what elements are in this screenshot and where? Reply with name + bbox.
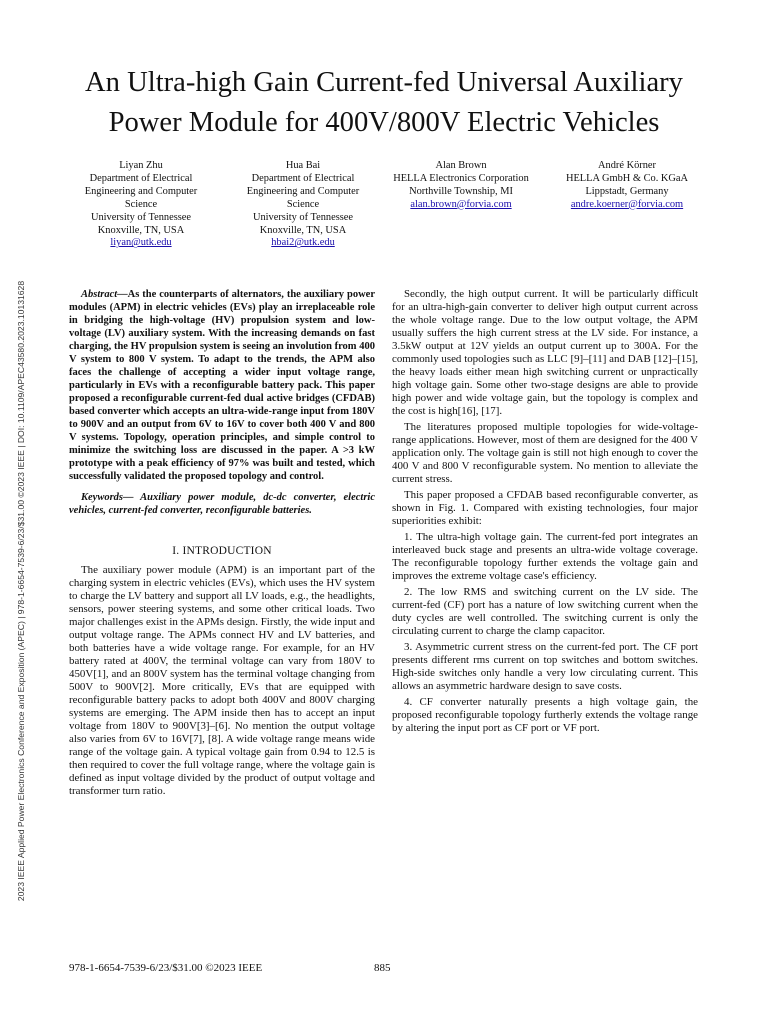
list-item: 3. Asymmetric current stress on the current-fed port. The CF port presents different rms current on top switches and bottom switches. High-side switches only handle a very low circulating current. This allows an asymmetric hardware design to save costs. [392, 641, 698, 692]
author-block-3 [386, 160, 536, 212]
body-paragraph: This paper proposed a CFDAB based reconfigurable converter, as shown in Fig. 1. Compared with existing technologies, four major superiorities exhibit: [392, 489, 698, 527]
paper-title [40, 63, 728, 143]
abstract-text: —As the counterparts of alternators, the auxiliary power modules (APM) in electric vehicles (EVs) play an irreplaceable role in bridging the high-voltage (HV) propulsion system and low-voltage (LV) auxiliary system. With the increasing demands on fast charging, the HV propulsion system is seeing an involution from 400 V system to 800 V system. To adapt to the trends, the APM also faces the challenge of accepting a wider input voltage range, particularly in EVs with a reconfigurable battery pack. This paper proposed a reconfigurable current-fed dual active bridges (CFDAB) based converter which accepts an ultra-wide-range input from 180V to 900V and an output from 6V to 16V to cover both 400 V and 800 V systems. Topology, operation principles, and simple control to minimize the switching loss are discussed in the paper. A >3 kW prototype with a peak efficiency of 97% was built and tested, which successfully validated the proposed topology and control. [69, 289, 375, 482]
footer-isbn: 978-1-6654-7539-6/23/$31.00 ©2023 IEEE [69, 962, 263, 974]
affiliation-line: Department of Electrical [251, 172, 355, 184]
right-column [392, 288, 698, 738]
ieee-copyright-sidebar [12, 256, 30, 926]
affiliation-line: Northville Township, MI [409, 185, 513, 197]
author-block-2 [228, 160, 378, 250]
left-column [69, 288, 375, 798]
author-email-link[interactable]: andre.koerner@forvia.com [570, 198, 684, 210]
title-line-2: Power Module for 400V/800V Electric Vehicles [108, 107, 660, 138]
abstract-label: Abstract [81, 289, 118, 300]
affiliation-line: Engineering and Computer [246, 185, 360, 197]
author-name: André Körner [598, 160, 656, 171]
affiliation-line: Lippstadt, Germany [585, 185, 669, 197]
list-item: 1. The ultra-high voltage gain. The current-fed port integrates an interleaved buck stage and presents an ultra-wide voltage coverage. The reconfigurable topology further extends the voltage gain and improves the extreme voltage case's efficiency. [392, 531, 698, 582]
body-paragraph: The auxiliary power module (APM) is an important part of the charging system in electric vehicles (EVs), which uses the HV system to charge the LV battery and support all LV loads, e.g., the headlights, sensors, power steering systems, and some other critical loads. Two major challenges exist in the APMs design. Firstly, the wide input and output voltage range. The APMs connect HV and LV batteries, and both batteries have a wide voltage range. For example, for an HV battery rated at 400V, the terminal voltage can vary from 180V to 450V[1], and an 800V system has the terminal voltage changing from 500V to 900V[2]. More critically, EVs that are equipped with reconfigurable battery packs to adopt both 400V and 800V charging systems are emerging. The APM inside then has to accept an input voltage from 180V to 900V[3]–[6]. No mention the output voltage also varies from 6V to 16V[7], [8]. A wide voltage range means wide range of the voltage gain. A typical voltage gain from 0.94 to 12.5 is then required to cover the full voltage range, where the voltage gain is defined as input voltage divided by the product of output voltage and transformer turn ratio. [69, 564, 375, 797]
abstract [69, 288, 375, 483]
page-number: 885 [374, 962, 391, 974]
keywords: Keywords— Auxiliary power module, dc-dc converter, electric vehicles, current-fed converter, reconfigurable batteries. [69, 492, 375, 516]
affiliation-line: Science [286, 198, 320, 210]
author-email-link[interactable]: alan.brown@forvia.com [410, 198, 512, 210]
list-item: 4. CF converter naturally presents a high voltage gain, the proposed reconfigurable topology furtherly extends the voltage range by altering the input port as CF port or VF port. [392, 696, 698, 734]
author-name: Alan Brown [435, 160, 487, 171]
body-paragraph: Secondly, the high output current. It will be particularly difficult for an ultra-high-gain converter to deliver high output current across the whole voltage range. Due to the low output voltage, the APM usually suffers the high current stress at the LV side. For instance, a 3.5kW output at 12V yields an output current up to 300A. For the commonly used topologies such as LLC [9]–[11] and DAB [12]–[15], the heavy loads either mean high switching current or unpractically high voltage gain. Some other two-stage designs are able to provide high power and wide voltage gain, but the topology is complex and the cost is high[16], [17]. [392, 288, 698, 417]
author-name: Liyan Zhu [119, 160, 163, 171]
body-paragraph: The literatures proposed multiple topologies for wide-voltage-range applications. However, most of them are designed for the 400 V application only. The voltage gain is still not high enough to cover the 400 V and 800 V reconfigurable system. No mention to alleviate the current stress. [392, 421, 698, 485]
affiliation-line: Department of Electrical [89, 172, 193, 184]
affiliation-line: Knoxville, TN, USA [97, 224, 185, 236]
affiliation-line: Knoxville, TN, USA [259, 224, 347, 236]
section-heading-introduction: I. INTRODUCTION [172, 545, 272, 557]
affiliation-line: HELLA Electronics Corporation [393, 172, 529, 184]
list-item: 2. The low RMS and switching current on the LV side. The current-fed (CF) port has a nature of low switching current when the duty cycles are well controlled. The switching current is only the circulating current to charge the clamp capacitor. [392, 586, 698, 637]
affiliation-line: University of Tennessee [90, 211, 192, 223]
author-name: Hua Bai [285, 160, 321, 171]
title-line-1: An Ultra-high Gain Current-fed Universal Auxiliary [85, 67, 683, 98]
author-block-1 [66, 160, 216, 250]
affiliation-line: HELLA GmbH & Co. KGaA [565, 172, 689, 184]
author-email-link[interactable]: liyan@utk.edu [110, 237, 172, 249]
affiliation-line: Science [124, 198, 158, 210]
affiliation-line: Engineering and Computer [84, 185, 198, 197]
sidebar-text: 2023 IEEE Applied Power Electronics Conference and Exposition (APEC) | 978-1-6654-7539-6/23/$31.00 ©2023 IEEE | DOI: 10.1109/APEC43580.2023.10131628 [16, 280, 26, 902]
affiliation-line: University of Tennessee [252, 211, 354, 223]
author-email-link[interactable]: hbai2@utk.edu [271, 237, 335, 249]
author-block-4 [552, 160, 702, 212]
